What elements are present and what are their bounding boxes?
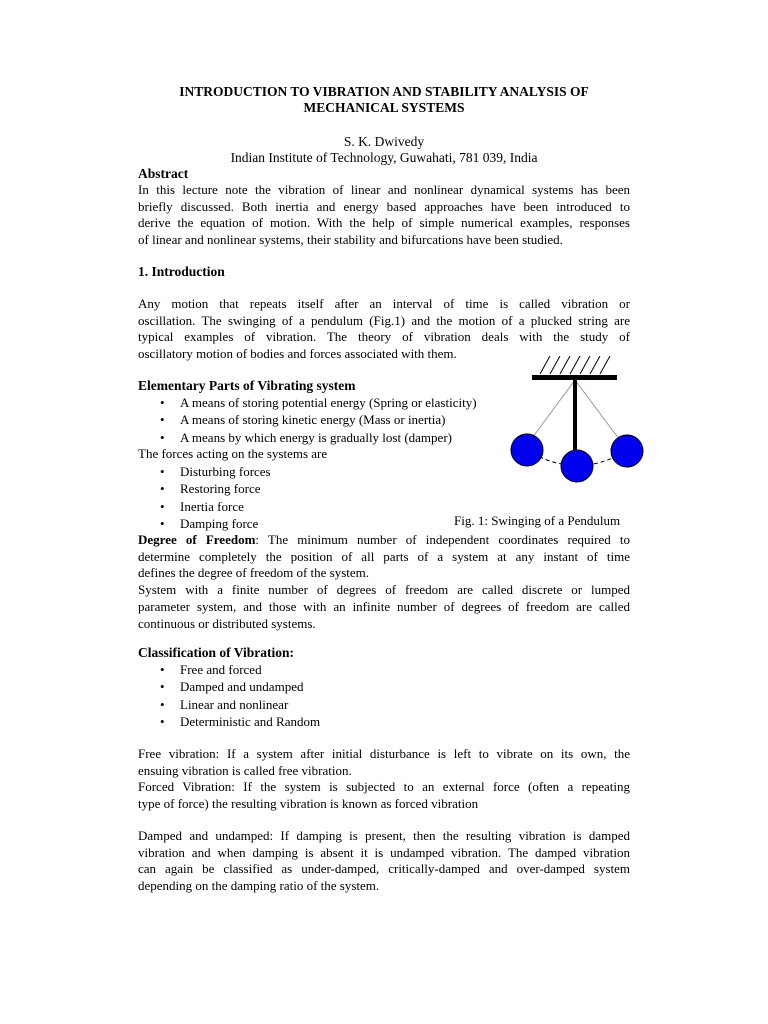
list-item: • Disturbing forces bbox=[138, 463, 518, 480]
intro-paragraph: Any motion that repeats itself after an interval of time is called vibration or oscillation. The swinging of a pendulum (Fig.1) and the motion of a plucked string are typical examples of vibration. The theory of vibration deals with the study of oscillatory motion of bodies and forces associated with them. bbox=[138, 296, 630, 362]
list-item: • A means by which energy is gradually lost (damper) bbox=[138, 429, 518, 446]
pendulum-bob-center bbox=[561, 450, 593, 482]
list-item: • Damped and undamped bbox=[138, 678, 518, 695]
free-forced-paragraph: Free vibration: If a system after initial disturbance is left to vibrate on its own, the ensuing vibration is called free vibration. Forced Vibration: If the system is subjected to an external force (often a repeating type of force) the resulting vibration is known as forced vibration bbox=[138, 746, 630, 812]
affiliation: Indian Institute of Technology, Guwahati, 781 039, India bbox=[230, 150, 538, 165]
ceiling-support bbox=[532, 375, 617, 380]
classification-list bbox=[138, 661, 518, 730]
classification-heading: Classification of Vibration: bbox=[138, 645, 295, 660]
list-item: • Deterministic and Random bbox=[138, 713, 518, 730]
list-item: • Damping force bbox=[138, 515, 518, 532]
list-item: • Free and forced bbox=[138, 661, 518, 678]
list-item: • Linear and nonlinear bbox=[138, 696, 518, 713]
degree-of-freedom-paragraph: Degree of Freedom: The minimum number of independent coordinates required to determine completely the position of all parts of a system at any instant of time defines the degree of freedom of the system. System with a finite number of degrees of freedom are called discrete or lumped parameter system, and those with an infinite number of degrees of freedom are called continuous or distributed systems. bbox=[138, 532, 630, 631]
pendulum-bob-left bbox=[511, 434, 543, 466]
forces-intro: The forces acting on the systems are bbox=[138, 446, 328, 461]
abstract-text: In this lecture note the vibration of linear and nonlinear dynamical systems has been briefly discussed. Both inertia and energy based approaches have been introduced to derive the equation of motion. With the help of simple numerical examples, responses of linear and nonlinear systems, their stability and bifurcations have been studied. bbox=[138, 182, 630, 248]
abstract-heading: Abstract bbox=[138, 166, 189, 181]
section-heading-introduction: 1. Introduction bbox=[138, 264, 225, 279]
string-right bbox=[575, 380, 625, 447]
elementary-parts-list bbox=[138, 394, 518, 446]
list-item: • Inertia force bbox=[138, 498, 518, 515]
damped-paragraph: Damped and undamped: If damping is present, then the resulting vibration is damped vibration and when damping is absent it is undamped vibration. The damped vibration can again be classified as under-damped, critically-damped and over-damped system depending on the damping ratio of the system. bbox=[138, 828, 630, 894]
elementary-parts-heading: Elementary Parts of Vibrating system bbox=[138, 378, 356, 393]
list-item: • A means of storing kinetic energy (Mass or inertia) bbox=[138, 411, 518, 428]
ceiling-hatch bbox=[540, 356, 610, 374]
author: S. K. Dwivedy bbox=[343, 134, 425, 149]
pendulum-figure bbox=[505, 352, 645, 492]
dof-term: Degree of Freedom bbox=[138, 532, 256, 547]
list-item: • Restoring force bbox=[138, 480, 518, 497]
pendulum-bob-right bbox=[611, 435, 643, 467]
figure-caption: Fig. 1: Swinging of a Pendulum bbox=[454, 513, 621, 528]
list-item: • A means of storing potential energy (Spring or elasticity) bbox=[138, 394, 518, 411]
paper-title: INTRODUCTION TO VIBRATION AND STABILITY ANALYSIS OF MECHANICAL SYSTEMS bbox=[179, 84, 589, 115]
